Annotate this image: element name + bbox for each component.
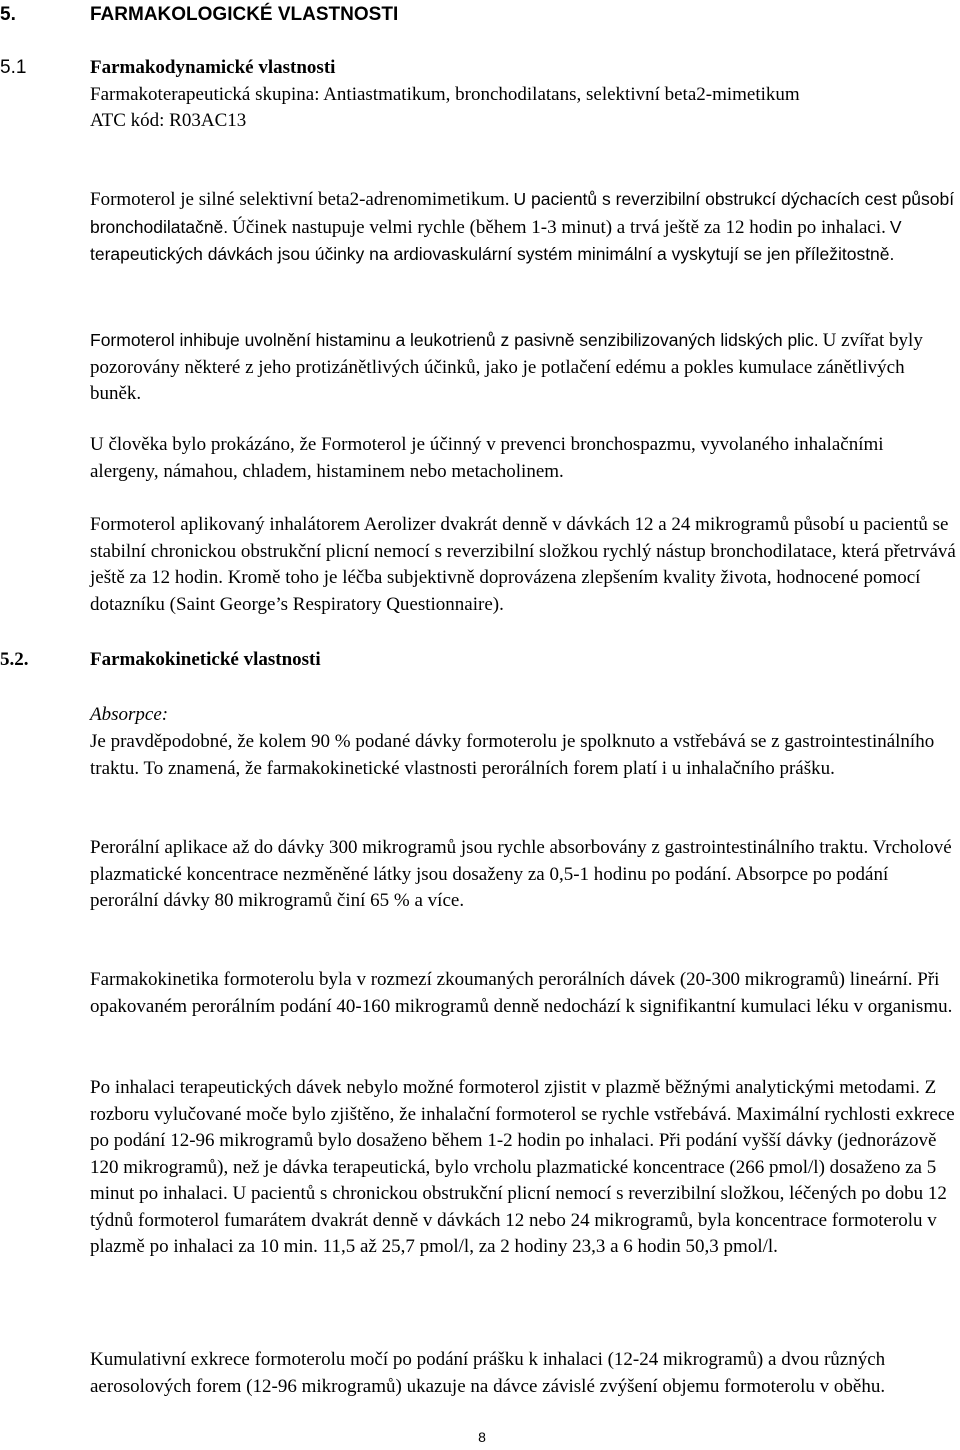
pd-paragraph-1	[90, 186, 956, 268]
pd-p1-part-d: V terapeutických dávkách jsou účinky na ardiovaskulární systém minimální a vyskytují se jen příležitostně.	[90, 216, 902, 264]
section-5-2-number: 5.2.	[0, 649, 29, 670]
section-5-heading	[0, 2, 700, 28]
pk-paragraph-5: Kumulativní exkrece formoterolu močí po podání prášku k inhalaci (12-24 mikrogramů) a dvou různých aerosolových forem (12-96 mikrogramů) ukazuje na dávce závislé zvýšení objemu formoterolu v oběhu.	[90, 1349, 886, 1397]
pd-p2-part-b: U zvířat byly pozorovány některé z jeho protizánětlivých účinků, jako je potlačení edému a pokles kumulace zánětlivých buněk.	[90, 330, 923, 404]
pd-paragraph-4: Formoterol aplikovaný inhalátorem Aerolizer dvakrát denně v dávkách 12 a 24 mikrogramů působí u pacientů se stabilní chronickou obstrukční plicní nemocí s reverzibilní složkou rychlý nástup bronchodilatace, která přetrvává ještě za 12 hodin. Kromě toho je léčba subjektivně doprovázena zlepšením kvality života, hodnocené pomocí dotazníku (Saint George’s Respiratory Questionnaire).	[90, 514, 956, 615]
section-5-2-title: Farmakokinetické vlastnosti	[90, 649, 321, 670]
pd-p1-part-b: U pacientů s reverzibilní obstrukcí dýchacích cest působí bronchodilatačně.	[90, 189, 955, 237]
atc-code: ATC kód: R03AC13	[90, 110, 247, 131]
section-5-1-block	[90, 55, 956, 135]
pk-paragraph-3: Farmakokinetika formoterolu byla v rozmezí zkoumaných perorálních dávek (20-300 mikrogramů) lineární. Při opakovaném perorálním podání 40-160 mikrogramů denně nedochází k signifikantní kumulaci léku v organismu.	[90, 969, 953, 1017]
absorpce-label: Absorpce:	[90, 704, 169, 725]
pd-p1-part-a: Formoterol je silné selektivní beta2-adrenomimetikum.	[90, 189, 510, 210]
section-5-1-number: 5.1	[0, 57, 27, 78]
section-5-number: 5.	[0, 4, 16, 25]
page-number: 8	[478, 1429, 486, 1445]
pharmacotherapeutic-group: Farmakoterapeutická skupina: Antiastmatikum, bronchodilatans, selektivní beta2-mimetikum	[90, 83, 800, 105]
pd-p1-part-c: Účinek nastupuje velmi rychle (během 1-3 minut) a trvá ještě za 12 hodin po inhalaci.	[232, 216, 886, 238]
pk-paragraph-1: Je pravděpodobné, že kolem 90 % podané dávky formoterolu je spolknuto a vstřebává se z gastrointestinálního traktu. To znamená, že farmakokinetické vlastnosti perorálních forem platí i u inhalačního prášku.	[90, 731, 935, 779]
section-5-1-title: Farmakodynamické vlastnosti	[90, 57, 336, 78]
pk-paragraph-2: Perorální aplikace až do dávky 300 mikrogramů jsou rychle absorbovány z gastrointestinálního traktu. Vrcholové plazmatické koncentrace nezměněné látky jsou dosaženy za 0,5-1 hodinu po podání. Absorpce po podání perorální dávky 80 mikrogramů činí 65 % a více.	[90, 837, 952, 911]
section-5-title: FARMAKOLOGICKÉ VLASTNOSTI	[90, 4, 399, 25]
pd-p2-part-a: Formoterol inhibuje uvolnění histaminu a leukotrienů z pasivně senzibilizovaných lidských plic.	[90, 330, 819, 350]
pk-paragraph-4: Po inhalaci terapeutických dávek nebylo možné formoterol zjistit v plazmě běžnými analytickými metodami. Z rozboru vylučované moče bylo zjištěno, že inhalační formoterol se rychle vstřebává. Maximální rychlosti exkrece po podání 12-96 mikrogramů bylo dosaženo během 1-2 hodin po inhalaci. Při podání vyšší dávky (jednorázově 120 mikrogramů), než je dávka terapeutická, bylo vrcholu plazmatické koncentrace (266 pmol/l) dosaženo za 5 minut po inhalaci. U pacientů s chronickou obstrukční plicní nemocí s reverzibilní složkou, léčených po dobu 12 týdnů formoterol fumarátem dvakrát denně v dávkách 12 nebo 24 mikrogramů, byla koncentrace formoterolu v plazmě po inhalaci za 10 min. 11,5 až 25,7 pmol/l, za 2 hodiny 23,3 a 6 hodin 50,3 pmol/l.	[90, 1077, 955, 1257]
pd-paragraph-2	[90, 327, 956, 408]
pd-paragraph-3: U člověka bylo prokázáno, že Formoterol je účinný v prevenci bronchospazmu, vyvolaného inhalačními alergeny, námahou, chladem, histaminem nebo metacholinem.	[90, 434, 884, 482]
